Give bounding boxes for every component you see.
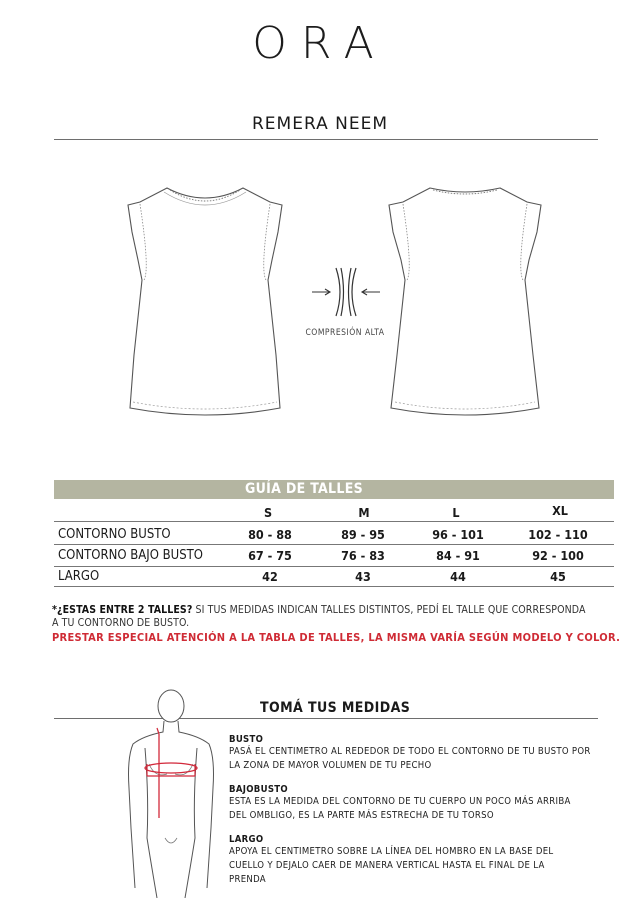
text-line: ESTA ES LA MEDIDA DEL CONTORNO DE TU CUERPO UN POCO MÁS ARRIBA (229, 796, 571, 807)
table-cell: 67 - 75 (248, 548, 292, 563)
table-cell: 43 (355, 569, 371, 584)
table-divider (54, 586, 614, 587)
table-cell: 80 - 88 (248, 527, 292, 542)
brand-logo: ORA (252, 18, 388, 69)
between-sizes-text: SI TUS MEDIDAS INDICAN TALLES DISTINTOS, PEDÍ EL TALLE QUE CORRESPONDA (192, 604, 586, 616)
product-title: REMERA NEEM (252, 114, 388, 134)
title-divider (54, 139, 598, 140)
size-guide-title: GUÍA DE TALLES (244, 481, 363, 497)
table-cell: 44 (450, 569, 466, 584)
table-cell: 84 - 91 (436, 548, 480, 563)
row-label-largo: LARGO (58, 569, 100, 584)
text-line: APOYA EL CENTIMETRO SOBRE LA LÍNEA DEL HOMBRO EN LA BASE DEL (229, 846, 554, 857)
measure-text-bajobusto (229, 795, 571, 823)
measure-heading-largo: LARGO (229, 834, 264, 845)
garment-back-drawing (375, 180, 555, 420)
compression-icon (310, 264, 382, 320)
between-sizes-note-line-2: A TU CONTORNO DE BUSTO. (52, 617, 190, 629)
measure-text-largo (229, 845, 553, 887)
text-line: LA ZONA DE MAYOR VOLUMEN DE TU PECHO (229, 760, 432, 771)
text-line: DEL OMBLIGO, ES LA PARTE MÁS ESTRECHA DE TU TORSO (229, 810, 494, 821)
measurements-title: TOMÁ TUS MEDIDAS (260, 700, 411, 716)
text-line: PRENDA (229, 874, 266, 885)
table-cell: 102 - 110 (528, 527, 588, 542)
measure-heading-bajobusto: BAJOBUSTO (229, 784, 288, 795)
body-measure-illustration (115, 688, 227, 898)
table-divider (54, 521, 614, 522)
table-cell: 92 - 100 (532, 548, 584, 563)
text-line: CUELLO Y DEJALO CAER DE MANERA VERTICAL HASTA EL FINAL DE LA (229, 860, 545, 871)
size-header-s: S (263, 505, 273, 520)
between-sizes-lead: *¿ESTAS ENTRE 2 TALLES? (52, 604, 193, 616)
row-label-contorno-bajo-busto: CONTORNO BAJO BUSTO (58, 548, 203, 563)
table-divider (54, 544, 614, 545)
row-label-contorno-busto: CONTORNO BUSTO (58, 527, 171, 542)
measure-heading-busto: BUSTO (229, 734, 264, 745)
text-line: PASÁ EL CENTIMETRO AL REDEDOR DE TODO EL CONTORNO DE TU BUSTO POR (229, 746, 591, 757)
table-cell: 42 (262, 569, 278, 584)
size-header-m: M (358, 505, 370, 520)
size-header-l: L (452, 505, 460, 520)
table-divider (54, 566, 614, 567)
table-cell: 45 (550, 569, 566, 584)
between-sizes-note (52, 604, 586, 616)
measure-text-busto (229, 745, 591, 773)
garment-front-drawing (120, 180, 290, 420)
size-header-xl: XL (552, 503, 568, 518)
table-cell: 96 - 101 (432, 527, 484, 542)
compression-label: COMPRESIÓN ALTA (305, 328, 385, 338)
table-cell: 89 - 95 (341, 527, 385, 542)
table-cell: 76 - 83 (341, 548, 385, 563)
size-warning: PRESTAR ESPECIAL ATENCIÓN A LA TABLA DE TALLES, LA MISMA VARÍA SEGÚN MODELO Y COLOR. (52, 631, 621, 644)
